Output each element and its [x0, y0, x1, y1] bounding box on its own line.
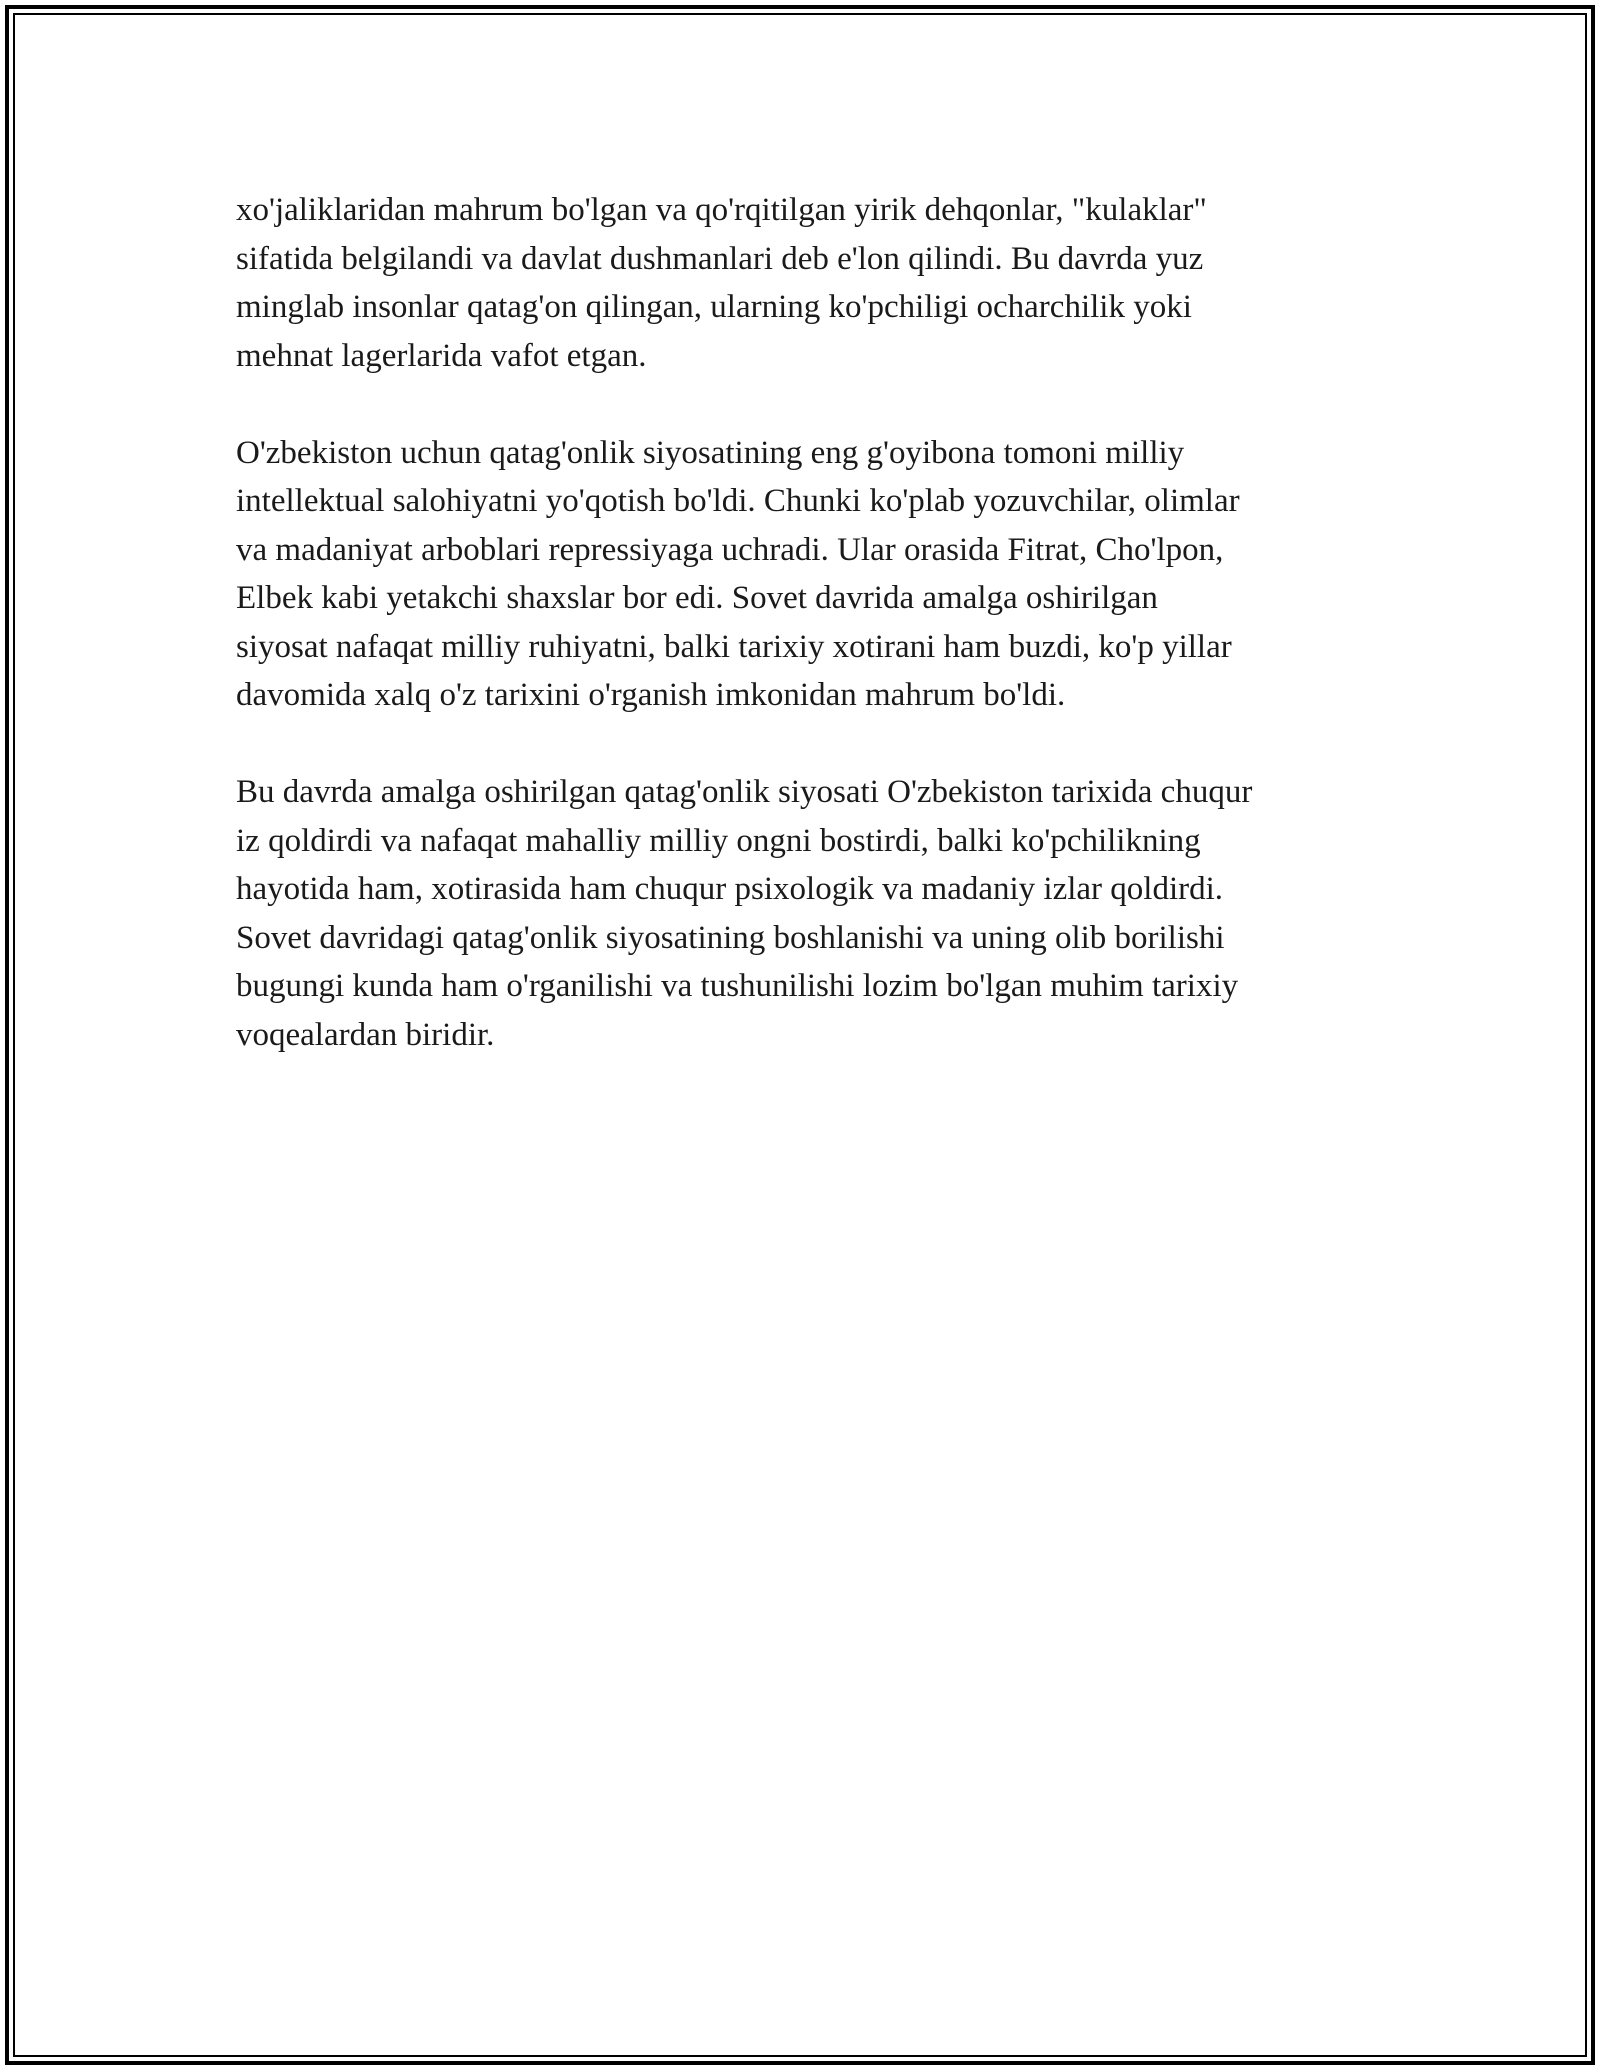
- paragraph-2: [236, 429, 1386, 720]
- text-line: Bu davrda amalga oshirilgan qatag'onlik siyosati O'zbekiston tarixida chuqur: [236, 774, 1253, 810]
- text-line: voqealardan biridir.: [236, 1016, 495, 1053]
- document-body: [236, 186, 1386, 1108]
- text-line: bugungi kunda ham o'rganilishi va tushunilishi lozim bo'lgan muhim tarixiy: [236, 968, 1239, 1004]
- text-line: siyosat nafaqat milliy ruhiyatni, balki tarixiy xotirani ham buzdi, ko'p yillar: [236, 628, 1232, 665]
- text-line: iz qoldirdi va nafaqat mahalliy milliy ongni bostirdi, balki ko'pchilikning: [236, 822, 1201, 859]
- text-line: minglab insonlar qatag'on qilingan, ularning ko'pchiligi ocharchilik yoki: [236, 289, 1192, 325]
- paragraph-1: [236, 186, 1386, 380]
- text-line: O'zbekiston uchun qatag'onlik siyosatining eng g'oyibona tomoni milliy: [236, 434, 1185, 471]
- text-line: Sovet davridagi qatag'onlik siyosatining boshlanishi va uning olib borilishi: [236, 919, 1225, 956]
- text-line: sifatida belgilandi va davlat dushmanlari deb e'lon qilindi. Bu davrda yuz: [236, 240, 1204, 277]
- text-line: intellektual salohiyatni yo'qotish bo'ldi. Chunki ko'plab yozuvchilar, olimlar: [236, 483, 1240, 519]
- text-line: va madaniyat arboblari repressiyaga uchradi. Ular orasida Fitrat, Cho'lpon,: [236, 531, 1224, 568]
- paragraph-3: [236, 768, 1386, 1059]
- text-line: hayotida ham, xotirasida ham chuqur psixologik va madaniy izlar qoldirdi.: [236, 871, 1224, 907]
- text-line: mehnat lagerlarida vafot etgan.: [236, 337, 647, 374]
- text-line: xo'jaliklaridan mahrum bo'lgan va qo'rqitilgan yirik dehqonlar, "kulaklar": [236, 192, 1207, 228]
- text-line: davomida xalq o'z tarixini o'rganish imkonidan mahrum bo'ldi.: [236, 677, 1066, 713]
- text-line: Elbek kabi yetakchi shaxslar bor edi. Sovet davrida amalga oshirilgan: [236, 580, 1158, 616]
